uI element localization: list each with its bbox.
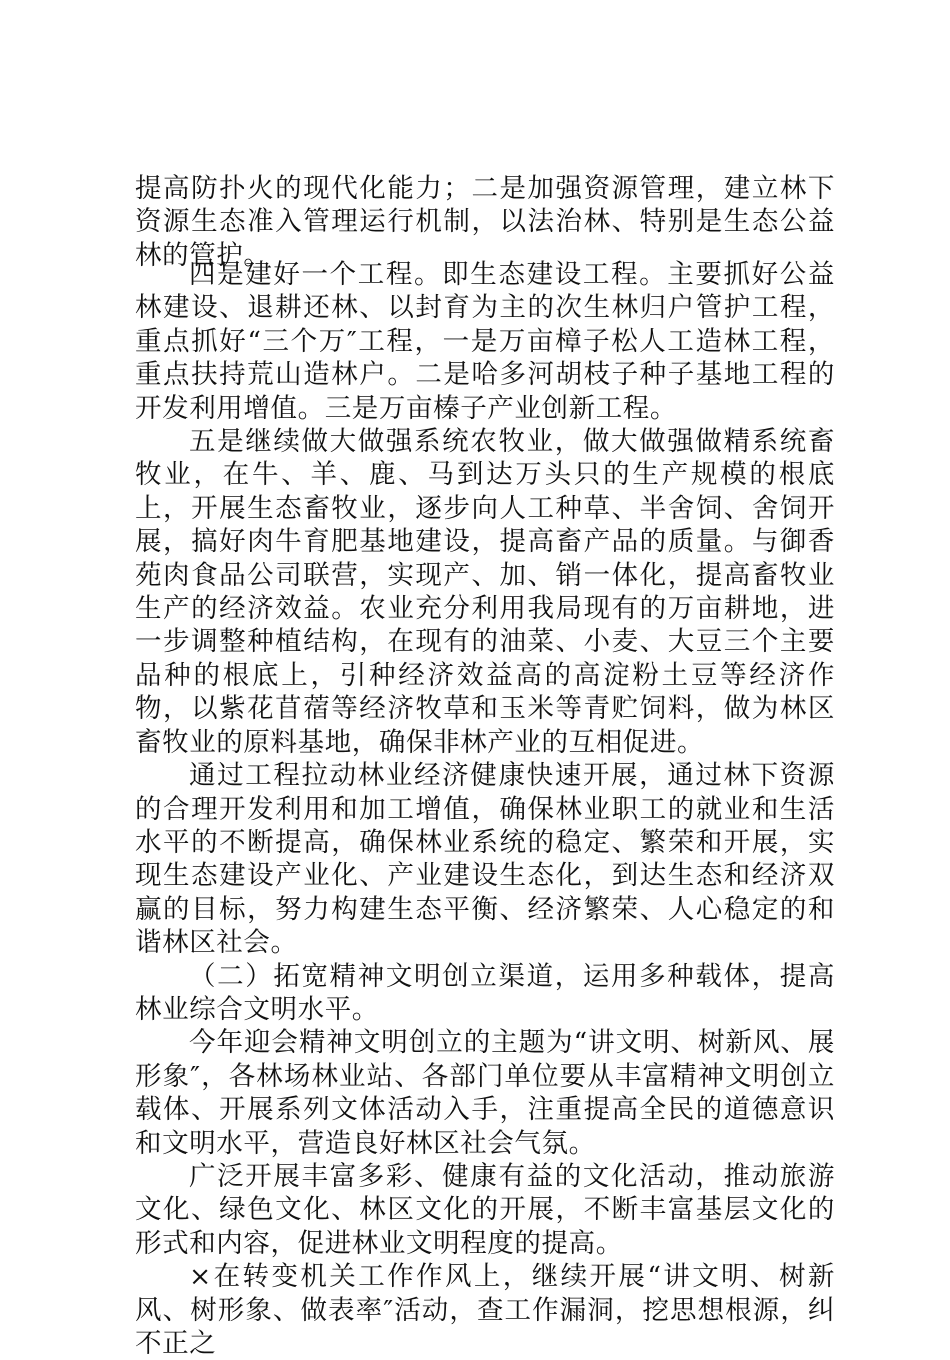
paragraph: 五是继续做大做强系统农牧业，做大做强做精系统畜牧业，在牛、羊、鹿、马到达万头只的生产规模的根底上，开展生态畜牧业，逐步向人工种草、半舍饲、舍饲开展，搞好肉牛育肥基地建设，提高畜产品的质量。与御香苑肉食品公司联营，实现产、加、销一体化，提高畜牧业生产的经济效益。农业充分利用我局现有的万亩耕地，进一步调整种植结构，在现有的油菜、小麦、大豆三个主要品种的根底上，引种经济效益高的高淀粉土豆等经济作物，以紫花苜蓿等经济牧草和玉米等青贮饲料，做为林区畜牧业的原料基地，确保非林产业的互相促进。 [135,426,835,758]
paragraph: 广泛开展丰富多彩、健康有益的文化活动，推动旅游文化、绿色文化、林区文化的开展，不断丰富基层文化的形式和内容，促进林业文明程度的提高。 [135,1160,835,1259]
paragraph: 四是建好一个工程。即生态建设工程。主要抓好公益林建设、退耕还林、以封育为主的次生林归户管护工程，重点抓好“三个万″工程，一是万亩樟子松人工造林工程，重点扶持荒山造林户。二是哈多河胡枝子种子基地工程的开发利用增值。三是万亩榛子产业创新工程。 [135,259,835,424]
paragraph: 提高防扑火的现代化能力；二是加强资源管理，建立林下资源生态准入管理运行机制，以法治林、特别是生态公益林的管护。 [135,173,835,271]
paragraph: ×在转变机关工作作风上，继续开展“讲文明、树新风、树形象、做表率″活动，查工作漏洞，挖思想根源，纠不正之 [135,1261,835,1359]
paragraph: 通过工程拉动林业经济健康快速开展，通过林下资源的合理开发利用和加工增值，确保林业职工的就业和生活水平的不断提高，确保林业系统的稳定、繁荣和开展，实现生态建设产业化、产业建设生态化，到达生态和经济双赢的目标，努力构建生态平衡、经济繁荣、人心稳定的和谐林区社会。 [135,760,835,959]
text-block-main [135,258,835,1360]
paragraph: （二）拓宽精神文明创立渠道，运用多种载体，提高林业综合文明水平。 [135,960,835,1025]
paragraph: 今年迎会精神文明创立的主题为“讲文明、树新风、展形象″，各林场林业站、各部门单位要从丰富精神文明创立载体、开展系列文体活动入手，注重提高全民的道德意识和文明水平，营造良好林区社会气氛。 [135,1027,835,1159]
